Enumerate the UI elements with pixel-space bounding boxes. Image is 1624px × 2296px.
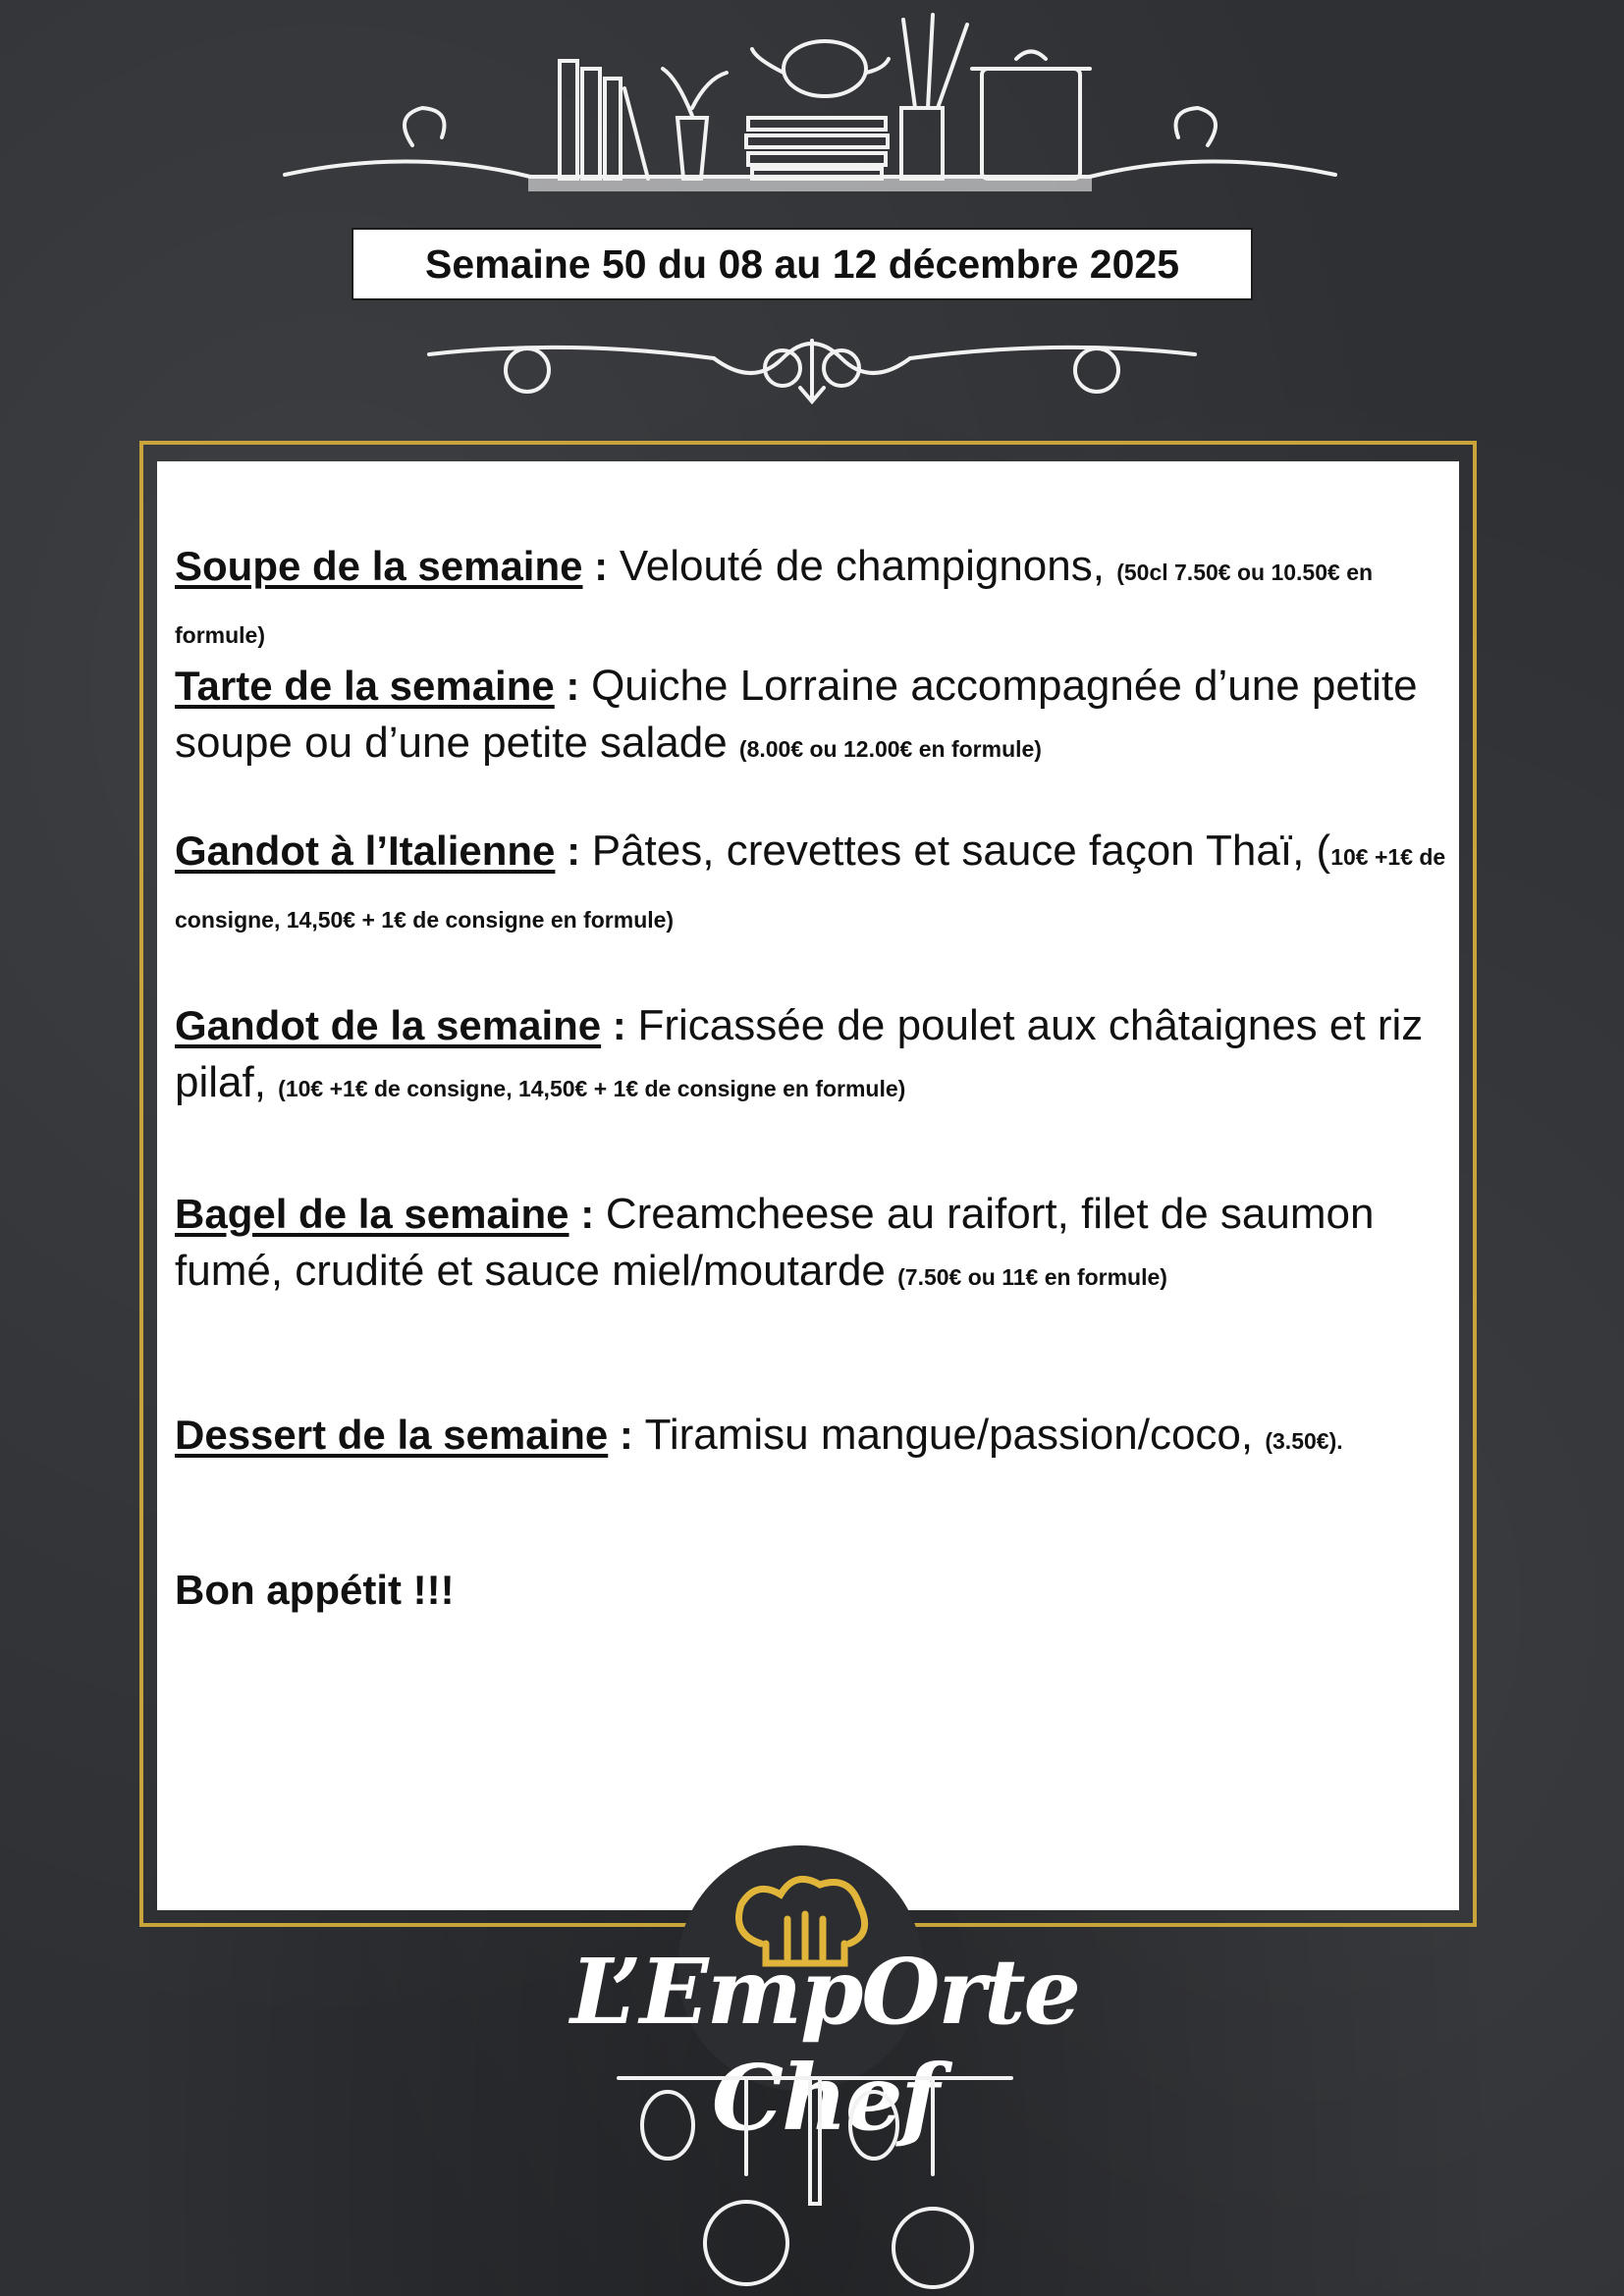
- week-title-box: [352, 228, 1253, 300]
- item-price: (10€ +1€ de consigne, 14,50€ + 1€ de consigne en formule): [278, 1076, 906, 1101]
- item-description: Fricassée de poulet aux châtaignes et riz pilaf,: [175, 1001, 1424, 1106]
- item-description: Tiramisu mangue/passion/coco,: [644, 1411, 1266, 1459]
- item-colon: :: [554, 663, 592, 709]
- week-title: Semaine 50 du 08 au 12 décembre 2025: [424, 240, 1180, 287]
- item-colon: :: [582, 543, 620, 589]
- menu-item-soupe: [175, 538, 1451, 664]
- menu-item-gandot-italienne: [175, 823, 1451, 948]
- item-label: Dessert de la semaine: [175, 1412, 609, 1458]
- item-description: Velouté de champignons,: [619, 542, 1117, 590]
- menu-item-gandot-semaine: [175, 997, 1451, 1117]
- item-price: (8.00€ ou 12.00€ en formule): [738, 736, 1042, 762]
- item-colon: :: [568, 1191, 606, 1237]
- item-price: (3.50€).: [1265, 1428, 1343, 1454]
- menu-item-bagel: [175, 1186, 1451, 1306]
- item-description: Creamcheese au raifort, filet de saumon fumé, crudité et sauce miel/moutarde: [175, 1190, 1375, 1295]
- brand-logo-text: L’EmpOrte Chef: [569, 1939, 1080, 2151]
- item-colon: :: [608, 1412, 645, 1458]
- item-colon: :: [555, 828, 592, 874]
- item-label: Gandot de la semaine: [175, 1002, 602, 1048]
- item-label: Bagel de la semaine: [175, 1191, 569, 1237]
- closing-message: Bon appétit !!!: [175, 1567, 455, 1613]
- item-label: Tarte de la semaine: [175, 663, 555, 709]
- item-price: (50cl 7.50€ ou 10.50€ en formule): [175, 560, 1374, 648]
- item-colon: :: [601, 1002, 638, 1048]
- kitchen-shelf-illustration: [0, 0, 1624, 216]
- hanging-utensils-illustration: [609, 2056, 1021, 2292]
- item-price: 10€ +1€ de consigne, 14,50€ + 1€ de consigne en formule): [175, 844, 1446, 933]
- item-price: (7.50€ ou 11€ en formule): [897, 1264, 1167, 1290]
- ornament-divider: [419, 319, 1205, 407]
- menu-item-tarte: [175, 658, 1451, 777]
- item-description: Pâtes, crevettes et sauce façon Thaï, (: [591, 827, 1331, 875]
- item-label: Gandot à l’Italienne: [175, 828, 556, 874]
- item-label: Soupe de la semaine: [175, 543, 583, 589]
- menu-item-dessert: [175, 1407, 1451, 1469]
- item-description: Quiche Lorraine accompagnée d’une petite soupe ou d’une petite salade: [175, 662, 1418, 767]
